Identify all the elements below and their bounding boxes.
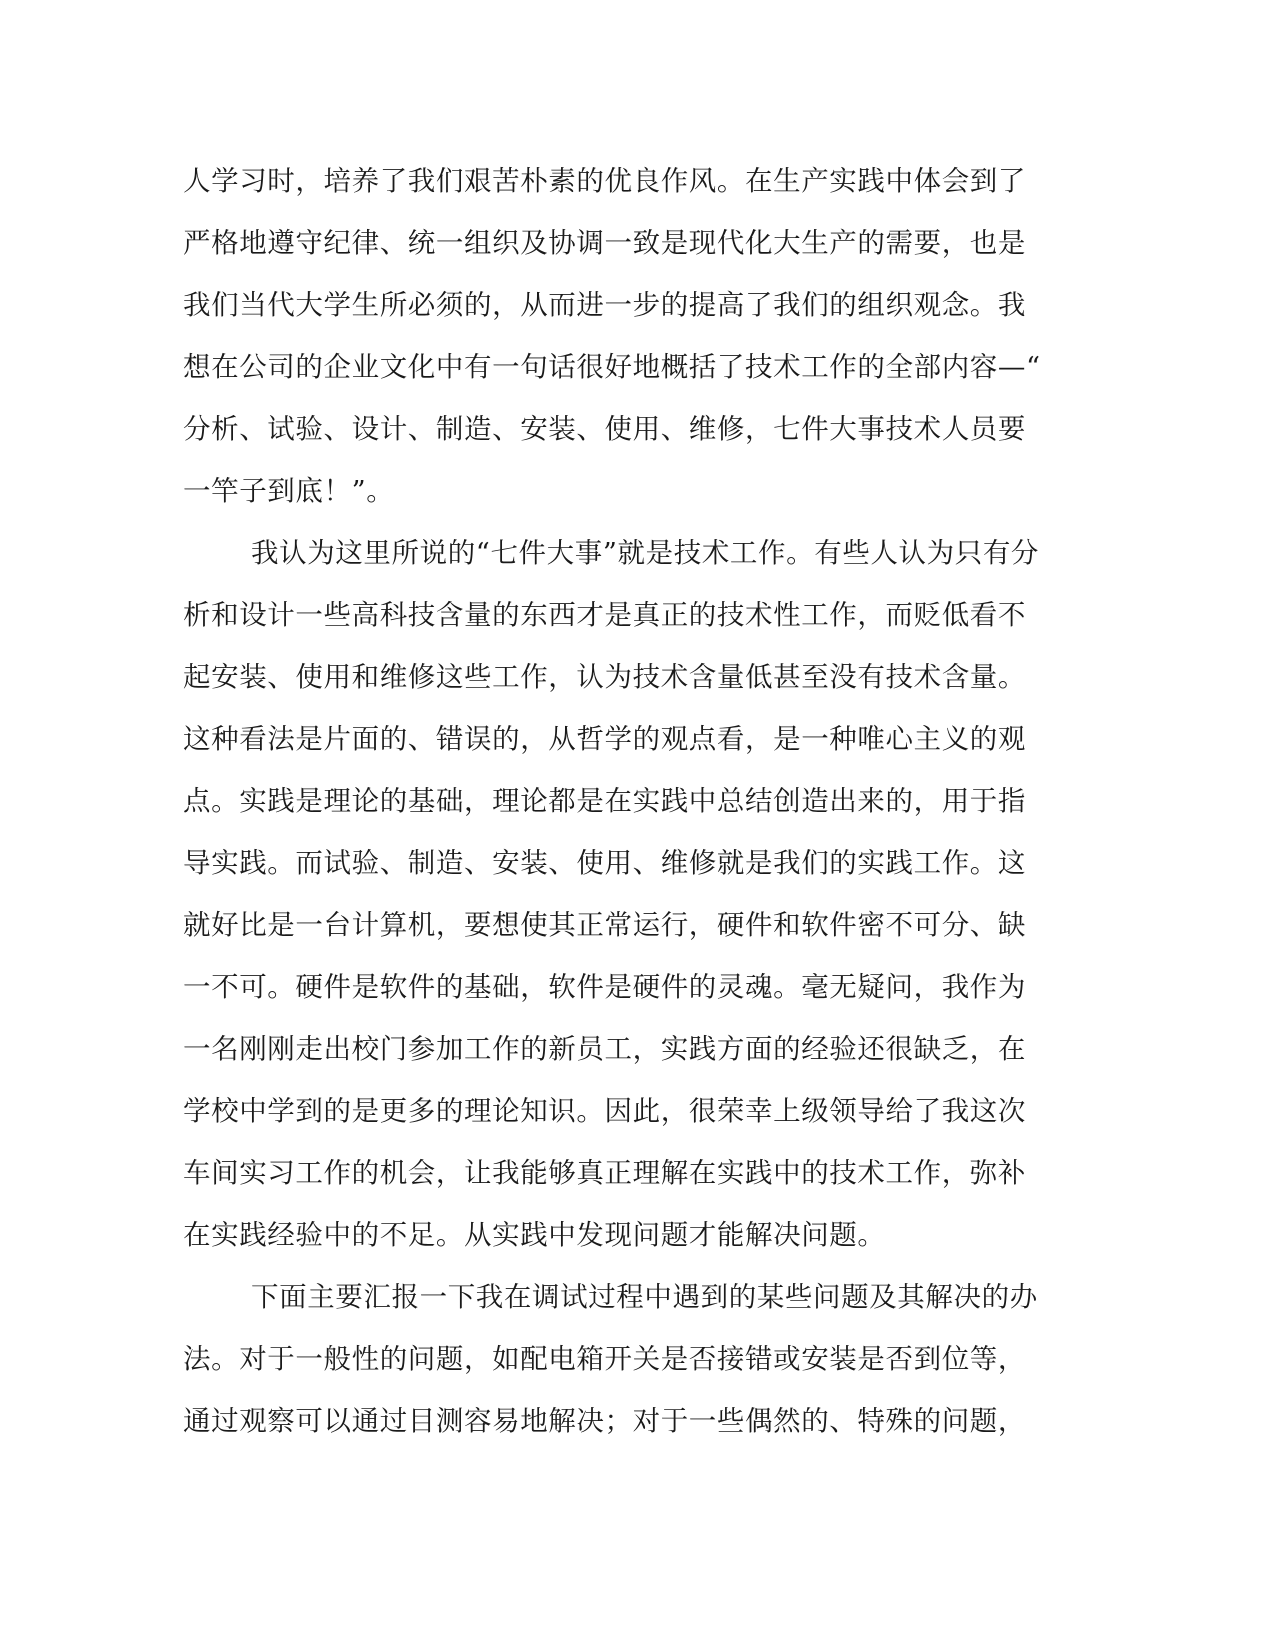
text-line: 下面主要汇报一下我在调试过程中遇到的某些问题及其解决的办 <box>251 1281 1038 1313</box>
text-line: 严格地遵守纪律、统一组织及协调一致是现代化大生产的需要，也是 <box>183 227 1026 259</box>
text-line: 一不可。硬件是软件的基础，软件是硬件的灵魂。毫无疑问，我作为 <box>183 971 1026 1003</box>
text-line: 导实践。而试验、制造、安装、使用、维修就是我们的实践工作。这 <box>183 847 1026 879</box>
text-line: 点。实践是理论的基础，理论都是在实践中总结创造出来的，用于指 <box>183 785 1026 817</box>
text-line: 一名刚刚走出校门参加工作的新员工，实践方面的经验还很缺乏，在 <box>183 1033 1026 1065</box>
text-line: 车间实习工作的机会，让我能够真正理解在实践中的技术工作，弥补 <box>183 1157 1026 1189</box>
text-line: 我们当代大学生所必须的，从而进一步的提高了我们的组织观念。我 <box>183 289 1026 321</box>
text-line: 起安装、使用和维修这些工作，认为技术含量低甚至没有技术含量。 <box>183 661 1026 693</box>
text-line: 学校中学到的是更多的理论知识。因此，很荣幸上级领导给了我这次 <box>183 1095 1026 1127</box>
text-line: 就好比是一台计算机，要想使其正常运行，硬件和软件密不可分、缺 <box>183 909 1026 941</box>
text-line: 在实践经验中的不足。从实践中发现问题才能解决问题。 <box>183 1219 886 1251</box>
text-line: 这种看法是片面的、错误的，从哲学的观点看，是一种唯心主义的观 <box>183 723 1026 755</box>
text-line: 一竿子到底！”。 <box>183 475 395 507</box>
body-text <box>183 150 1063 1452</box>
text-line: 人学习时，培养了我们艰苦朴素的优良作风。在生产实践中体会到了 <box>183 165 1026 197</box>
text-line: 法。对于一般性的问题，如配电箱开关是否接错或安装是否到位等， <box>183 1343 1026 1375</box>
text-line: 析和设计一些高科技含量的东西才是真正的技术性工作，而贬低看不 <box>183 599 1026 631</box>
text-line: 想在公司的企业文化中有一句话很好地概括了技术工作的全部内容—“ <box>183 351 1041 383</box>
text-line: 通过观察可以通过目测容易地解决；对于一些偶然的、特殊的问题， <box>183 1405 1026 1437</box>
text-line: 我认为这里所说的“七件大事”就是技术工作。有些人认为只有分 <box>251 537 1040 569</box>
text-line: 分析、试验、设计、制造、安装、使用、维修，七件大事技术人员要 <box>183 413 1026 445</box>
